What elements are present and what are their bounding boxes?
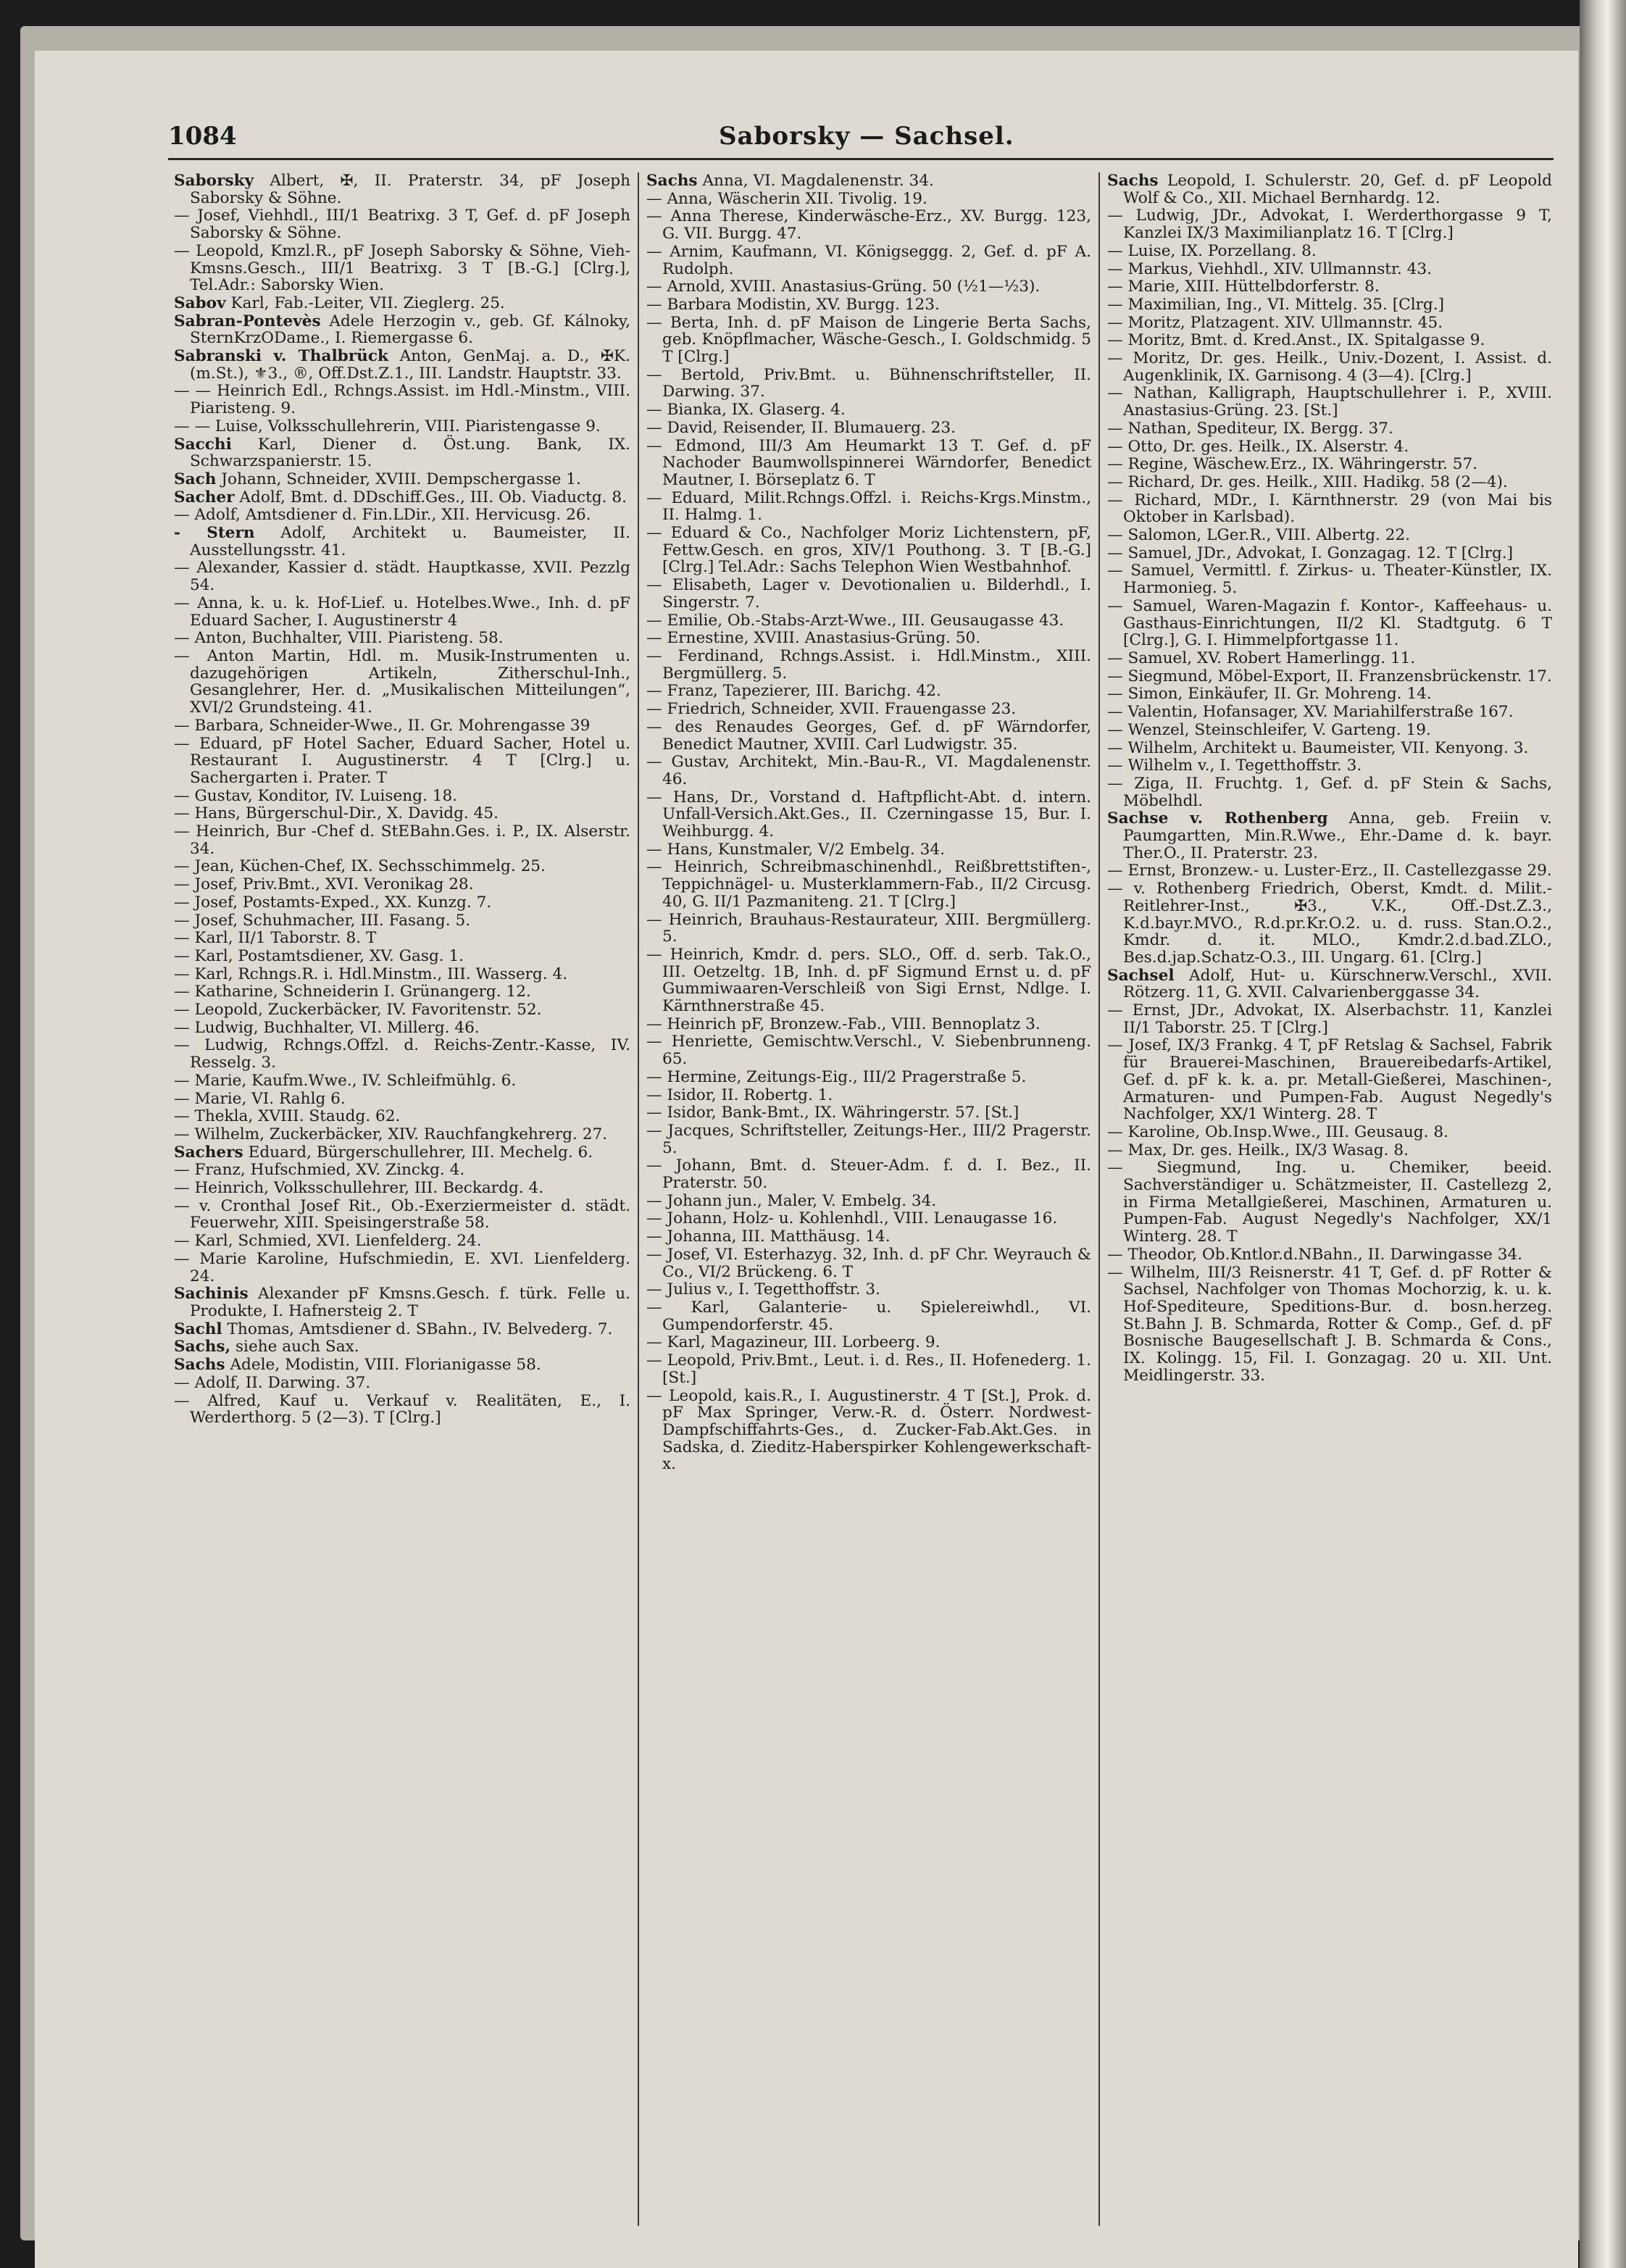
entry-text: — Valentin, Hofansager, XV. Mariahilferstraße 167.	[1107, 703, 1514, 722]
entry-text: — Anton Martin, Hdl. m. Musik-Instrumenten u. dazugehörigen Artikeln, Zitherschul-Inh., Gesanglehrer, Her. d. „Musikalischen Mitteilungen“, XVI/2 Grundsteing. 41.	[174, 646, 630, 717]
directory-entry	[174, 559, 630, 593]
directory-entry	[646, 648, 1091, 682]
directory-entry	[646, 577, 1091, 611]
directory-entry	[1107, 420, 1552, 438]
directory-entry	[174, 805, 630, 822]
directory-entry	[174, 1198, 630, 1232]
directory-entry	[646, 1352, 1091, 1386]
directory-entry	[1107, 474, 1552, 491]
entry-text: — Luise, IX. Porzellang. 8.	[1107, 241, 1317, 260]
entry-text: — Nathan, Spediteur, IX. Bergg. 37.	[1107, 419, 1393, 438]
entry-text: — Regine, Wäschew.Erz., IX. Währingerstr. 57.	[1107, 455, 1478, 474]
entry-text: — Marie, VI. Rahlg 6.	[174, 1089, 346, 1108]
directory-entry	[174, 894, 630, 912]
directory-entry	[1107, 562, 1552, 596]
entry-text: Anna, geb. Freiin v. Paumgartten, Min.R.Wwe., Ehr.-Dame d. k. bayr. Ther.O., II. Praterstr. 23.	[1123, 809, 1552, 862]
directory-entry	[174, 1356, 630, 1374]
directory-entry	[174, 1126, 630, 1143]
entry-text: — Alexander, Kassier d. städt. Hauptkasse, XVII. Pezzlg 54.	[174, 559, 630, 595]
entry-text: — Ernestine, XVIII. Anastasius-Grüng. 50.	[646, 629, 981, 648]
entry-text: — Josef, Priv.Bmt., XVI. Veronikag 28.	[174, 875, 474, 894]
entry-text: Adolf, Architekt u. Baumeister, II. Ausstellungsstr. 41.	[190, 524, 630, 559]
entry-text: — Nathan, Kalligraph, Hauptschullehrer i. P., XVIII. Anastasius-Grüng. 23. [St.]	[1107, 384, 1552, 420]
directory-entry	[174, 1037, 630, 1071]
directory-entry	[646, 841, 1091, 859]
entry-text: Adele, Modistin, VIII. Florianigasse 58.	[225, 1356, 541, 1375]
directory-entry	[174, 436, 630, 470]
entry-text: siehe auch Sax.	[230, 1338, 359, 1356]
directory-entry	[174, 823, 630, 857]
directory-entry	[646, 1228, 1091, 1246]
directory-entry	[174, 1001, 630, 1019]
directory-entry	[174, 876, 630, 893]
directory-entry	[174, 983, 630, 1001]
directory-entry	[646, 367, 1091, 401]
directory-entry	[1107, 350, 1552, 384]
directory-entry	[174, 243, 630, 294]
directory-entry	[1107, 172, 1552, 207]
entry-surname: - Stern	[174, 524, 255, 543]
directory-entry	[646, 296, 1091, 314]
directory-entry	[646, 401, 1091, 419]
entry-text: — Heinrich, Kmdr. d. pers. SLO., Off. d. serb. Tak.O., III. Oetzeltg. 1B, Inh. d. pF Sigmund Ernst u. d. pF Gummiwaaren-Verschleiß von Sigi Ernst, Ndlge. I. Kärnthnerstraße 45.	[646, 945, 1091, 1016]
entry-text: — Karl, Schmied, XVI. Lienfelderg. 24.	[174, 1232, 482, 1251]
entry-text: — Gustav, Architekt, Min.-Bau-R., VI. Magdalenenstr. 46.	[646, 753, 1091, 788]
entry-text: — Samuel, Waren-Magazin f. Kontor-, Kaffeehaus- u. Gasthaus-Einrichtungen, II/2 Kl. Stadtgutg. 6 T [Clrg.], G. I. Himmelpfortgasse 11.	[1107, 596, 1552, 650]
directory-entry	[646, 1087, 1091, 1104]
entry-surname: Sachs,	[174, 1338, 231, 1356]
column-3	[1107, 172, 1552, 2226]
entry-text: Albert, ✠, II. Praterstr. 34, pF Joseph Saborsky & Söhne.	[190, 172, 630, 207]
directory-entry	[1107, 314, 1552, 332]
directory-entry	[1107, 1246, 1552, 1264]
directory-entry	[1107, 967, 1552, 1001]
entry-surname: Sabran-Pontevès	[174, 312, 321, 330]
directory-entry	[646, 1193, 1091, 1210]
directory-entry	[1107, 650, 1552, 667]
directory-entry	[174, 1020, 630, 1037]
entry-text: — Adolf, II. Darwing. 37.	[174, 1373, 371, 1392]
running-header	[168, 122, 1574, 170]
entry-text: — Henriette, Gemischtw.Verschl., V. Siebenbrunneng. 65.	[646, 1033, 1091, 1069]
directory-entry	[646, 1388, 1091, 1474]
directory-entry	[646, 612, 1091, 630]
entry-text: — Leopold, kais.R., I. Augustinerstr. 4 T [St.], Prok. d. pF Max Springer, Verw.-R. d. Österr. Nordwest-Dampfschiffahrts-Ges., d. Zucker-Fab.Akt.Ges. in Sadska, d. Zieditz-Haberspirker Kohlengewerkschaft- x.	[646, 1386, 1091, 1474]
directory-entry	[174, 418, 630, 435]
entry-text: — Wilhelm v., I. Tegetthoffstr. 3.	[1107, 756, 1362, 775]
directory-entry	[1107, 261, 1552, 278]
page-number: 1084	[168, 122, 237, 151]
directory-entry	[174, 595, 630, 629]
directory-entry	[174, 648, 630, 717]
entry-text: Alexander pF Kmsns.Gesch. f. türk. Felle u. Produkte, I. Hafnersteig 2. T	[190, 1285, 630, 1320]
directory-entry	[646, 683, 1091, 700]
entry-text: Karl, Fab.-Leiter, VII. Zieglerg. 25.	[225, 293, 505, 312]
entry-text: — Josef, Postamts-Exped., XX. Kunzg. 7.	[174, 893, 492, 912]
entry-text: — Richard, MDr., I. Kärnthnerstr. 29 (von Mai bis Oktober in Karlsbad).	[1107, 491, 1552, 527]
entry-text: — Josef, VI. Esterhazyg. 32, Inh. d. pF Chr. Weyrauch & Co., VI/2 Brückeng. 6. T	[646, 1245, 1091, 1281]
entry-surname: Sachsel	[1107, 966, 1175, 985]
entry-text: — Karl, Magazineur, III. Lorbeerg. 9.	[646, 1333, 941, 1352]
directory-entry	[1107, 704, 1552, 721]
directory-entry	[174, 1321, 630, 1338]
directory-entry	[1107, 880, 1552, 967]
entry-text: — Samuel, JDr., Advokat, I. Gonzagag. 12. T [Clrg.]	[1107, 543, 1514, 562]
directory-entry	[174, 1108, 630, 1125]
directory-entry	[174, 506, 630, 524]
entry-text: — Eduard & Co., Nachfolger Moriz Lichtenstern, pF, Fettw.Gesch. en gros, XIV/1 Pouthong. 3. T [B.-G.] [Clrg.] Tel.Adr.: Sachs Telephon Wien Westbahnhof.	[646, 524, 1091, 577]
column-2	[646, 172, 1091, 2226]
directory-entry	[1107, 1037, 1552, 1123]
directory-entry	[174, 948, 630, 965]
entry-text: Thomas, Amtsdiener d. SBahn., IV. Belvederg. 7.	[222, 1319, 613, 1338]
entry-text: Eduard, Bürgerschullehrer, III. Mechelg. 6.	[243, 1143, 593, 1162]
directory-entry	[646, 1016, 1091, 1033]
entry-text: — Hans, Kunstmaler, V/2 Embelg. 34.	[646, 840, 945, 859]
directory-entry	[174, 1375, 630, 1392]
directory-entry	[1107, 740, 1552, 757]
entry-text: — Franz, Tapezierer, III. Barichg. 42.	[646, 682, 941, 701]
directory-entry	[646, 1299, 1091, 1333]
entry-text: — Bianka, IX. Glaserg. 4.	[646, 401, 846, 420]
entry-text: Adolf, Bmt. d. DDschiff.Ges., III. Ob. Viaductg. 8.	[234, 488, 627, 506]
entry-text: — Ludwig, Buchhalter, VI. Millerg. 46.	[174, 1018, 480, 1037]
directory-entry	[1107, 1264, 1552, 1385]
entry-text: — Johann, Holz- u. Kohlenhdl., VIII. Lenaugasse 16.	[646, 1209, 1058, 1228]
column-1	[174, 172, 630, 2226]
directory-entry	[646, 1157, 1091, 1191]
entry-text: — Julius v., I. Tegetthoffstr. 3.	[646, 1280, 880, 1299]
entry-surname: Sabranski v. Thalbrück	[174, 347, 388, 366]
directory-entry	[646, 420, 1091, 437]
entry-text: — Franz, Hufschmied, XV. Zinckg. 4.	[174, 1161, 465, 1180]
entry-text: — Karoline, Ob.Insp.Wwe., III. Geusaug. 8.	[1107, 1122, 1448, 1141]
entry-text: — Ludwig, JDr., Advokat, I. Werderthorgasse 9 T, Kanzlei IX/3 Maximilianplatz 16. T [Clrg.]	[1107, 207, 1552, 243]
entry-text: — Edmond, III/3 Am Heumarkt 13 T. Gef. d. pF Nachoder Baumwollspinnerei Wärndorfer, Benedict Mautner, I. Börseplatz 6. T	[646, 436, 1091, 489]
directory-entry	[646, 946, 1091, 1015]
entry-text: — Josef, Schuhmacher, III. Fasang. 5.	[174, 911, 471, 930]
directory-entry	[1107, 332, 1552, 349]
entry-text: — Johann jun., Maler, V. Embelg. 34.	[646, 1191, 937, 1210]
entry-text: — Heinrich, Volksschullehrer, III. Beckardg. 4.	[174, 1179, 544, 1198]
entry-text: — Arnold, XVIII. Anastasius-Grüng. 50 (½1—½3).	[646, 278, 1041, 296]
entry-text: — Hermine, Zeitungs-Eig., III/2 Pragerstraße 5.	[646, 1067, 1027, 1086]
entry-text: — Ferdinand, Rchngs.Assist. i. Hdl.Minstm., XIII. Bergmüllerg. 5.	[646, 646, 1091, 683]
directory-entry	[174, 1180, 630, 1197]
entry-text: Adele Herzogin v., geb. Gf. Kálnoky, SternKrzODame., I. Riemergasse 6.	[190, 312, 630, 348]
entry-text: — Max, Dr. ges. Heilk., IX/3 Wasag. 8.	[1107, 1141, 1409, 1159]
directory-entry	[1107, 685, 1552, 703]
directory-entry	[174, 735, 630, 787]
directory-entry	[646, 1104, 1091, 1122]
entry-text: — Anna, k. u. k. Hof-Lief. u. Hotelbes.Wwe., Inh. d. pF Eduard Sacher, I. Augustinerstr 4	[174, 593, 630, 630]
directory-entry	[174, 313, 630, 347]
directory-entry	[174, 383, 630, 417]
entry-text: — Heinrich, Bur -Chef d. StEBahn.Ges. i. P., IX. Alserstr. 34.	[174, 822, 630, 858]
entry-surname: Sachs	[1107, 172, 1159, 190]
entry-text: — Katharine, Schneiderin I. Grünangerg. 12.	[174, 983, 531, 1001]
entry-text: — des Renaudes Georges, Gef. d. pF Wärndorfer, Benedict Mautner, XVIII. Carl Ludwigstr. 35.	[646, 717, 1091, 754]
entry-text: — Gustav, Konditor, IV. Luiseng. 18.	[174, 786, 458, 805]
entry-text: — Elisabeth, Lager v. Devotionalien u. Bilderhdl., I. Singerstr. 7.	[646, 576, 1091, 612]
directory-entry	[1107, 243, 1552, 260]
directory-entry	[174, 1338, 630, 1356]
entry-text: — Theodor, Ob.Kntlor.d.NBahn., II. Darwingasse 34.	[1107, 1245, 1523, 1264]
entry-text: — Markus, Viehhdl., XIV. Ullmannstr. 43.	[1107, 259, 1433, 278]
directory-entry	[174, 1393, 630, 1427]
entry-text: — Jean, Küchen-Chef, IX. Sechsschimmelg. 25.	[174, 857, 546, 876]
directory-entry	[1107, 527, 1552, 544]
entry-text: — Otto, Dr. ges. Heilk., IX. Alserstr. 4.	[1107, 437, 1409, 456]
directory-entry	[646, 719, 1091, 753]
entry-text: — Siegmund, Ing. u. Chemiker, beeid. Sachverständiger u. Schätzmeister, II. Castellezg 2, in Firma Metallgießerei, Maschinen, Armaturen u. Pumpen-Fab. August Negedly's Nachfolger, XX/1 Winterg. 28. T	[1107, 1159, 1552, 1246]
directory-entry	[174, 930, 630, 947]
directory-entry	[646, 1069, 1091, 1086]
entry-surname: Saborsky	[174, 172, 254, 190]
entry-text: — Wilhelm, III/3 Reisnerstr. 41 T, Gef. d. pF Rotter & Sachsel, Nachfolger von Thomas Mochorzig, k. u. k. Hof-Spediteure, Speditions-Bur. d. bosn.herzeg. St.Bahn J. B. Schmarda, Rotter & Comp., Gef. d. pF Bosnische Baugesellschaft J. B. Schmarda & Cons., IX. Kolingg. 15, Fil. I. Gonzagag. 20 u. XII. Unt. Meidlingerstr. 33.	[1107, 1263, 1552, 1385]
entry-text: — Arnim, Kaufmann, VI. Königseggg. 2, Gef. d. pF A. Rudolph.	[646, 242, 1091, 278]
entry-text: — Siegmund, Möbel-Export, II. Franzensbrückenstr. 17.	[1107, 667, 1552, 685]
directory-entry	[1107, 598, 1552, 649]
directory-entry	[646, 859, 1091, 910]
page-title: Saborsky — Sachsel.	[719, 122, 1014, 151]
directory-entry	[646, 1033, 1091, 1067]
directory-entry	[646, 490, 1091, 524]
directory-entry	[646, 1281, 1091, 1298]
entry-text: — Johann, Bmt. d. Steuer-Adm. f. d. I. Bez., II. Praterstr. 50.	[646, 1156, 1091, 1193]
directory-entry	[646, 789, 1091, 841]
entry-text: — Heinrich, Schreibmaschinenhdl., Reißbrettstiften-, Teppichnägel- u. Musterklammern-Fab., II/2 Circusg. 40, G. II/1 Pazmaniteng. 21. T [Clrg.]	[646, 858, 1091, 911]
entry-text: — Isidor, II. Robertg. 1.	[646, 1085, 833, 1104]
directory-entry	[646, 191, 1091, 208]
entry-text: — Leopold, Zuckerbäcker, IV. Favoritenstr. 52.	[174, 1001, 542, 1020]
entry-text: — Anna, Wäscherin XII. Tivolig. 19.	[646, 189, 927, 208]
column-divider-2	[1098, 172, 1100, 2226]
directory-entry	[174, 1144, 630, 1162]
entry-text: — Marie, XIII. Hüttelbdorferstr. 8.	[1107, 278, 1380, 296]
directory-entry	[646, 630, 1091, 647]
directory-entry	[1107, 492, 1552, 526]
entry-text: Anna, VI. Magdalenenstr. 34.	[697, 172, 934, 190]
entry-text: — David, Reisender, II. Blumauerg. 23.	[646, 418, 956, 437]
entry-text: — Emilie, Ob.-Stabs-Arzt-Wwe., III. Geusaugasse 43.	[646, 611, 1064, 630]
entry-text: — Samuel, Vermittl. f. Zirkus- u. Theater-Künstler, IX. Harmonieg. 5.	[1107, 562, 1552, 598]
entry-text: — Richard, Dr. ges. Heilk., XIII. Hadikg. 58 (2—4).	[1107, 472, 1508, 491]
entry-text: — Marie, Kaufm.Wwe., IV. Schleifmühlg. 6.	[174, 1071, 517, 1090]
entry-text: — Salomon, LGer.R., VIII. Albertg. 22.	[1107, 526, 1411, 545]
entry-text: — Josef, Viehhdl., III/1 Beatrixg. 3 T, Gef. d. pF Joseph Saborsky & Söhne.	[174, 207, 630, 243]
entry-text: — Moritz, Dr. ges. Heilk., Univ.-Dozent, I. Assist. d. Augenklinik, IX. Garnisong. 4 (3—4). [Clrg.]	[1107, 349, 1552, 385]
directory-entry	[174, 966, 630, 983]
entry-text: — v. Rothenberg Friedrich, Oberst, Kmdt. d. Milit.-Reitlehrer-Inst., ✠3., V.K., Off.-Dst.Z.3., K.d.bayr.MVO., R.d.pr.Kr.O.2. u. d. russ. Stan.O.2., Kmdr. d. it. MLO., Kmdr.2.d.bad.ZLO., Bes.d.jap.Schatz-O.3., III. Ungarg. 61. [Clrg.]	[1107, 880, 1552, 967]
directory-entry	[646, 243, 1091, 278]
directory-entry	[646, 525, 1091, 576]
entry-text: — Wenzel, Steinschleifer, V. Garteng. 19.	[1107, 720, 1431, 739]
entry-surname: Sachinis	[174, 1285, 249, 1304]
directory-entry	[174, 295, 630, 312]
entry-text: — Jacques, Schriftsteller, Zeitungs-Her., III/2 Pragerstr. 5.	[646, 1121, 1091, 1157]
directory-entry	[1107, 1142, 1552, 1159]
directory-entry	[174, 858, 630, 875]
entry-text: — Ernst, JDr., Advokat, IX. Alserbachstr. 11, Kanzlei II/1 Taborstr. 25. T [Clrg.]	[1107, 1001, 1552, 1037]
entry-surname: Sach	[174, 470, 217, 488]
directory-entry	[1107, 438, 1552, 456]
entry-text: — Berta, Inh. d. pF Maison de Lingerie Berta Sachs, geb. Knöpflmacher, Wäsche-Gesch., I. Goldschmidg. 5 T [Clrg.]	[646, 313, 1091, 367]
entry-text: — Wilhelm, Zuckerbäcker, XIV. Rauchfangkehrerg. 27.	[174, 1125, 608, 1143]
entry-text: Adolf, Hut- u. Kürschnerw.Verschl., XVII. Rötzerg. 11, G. XVII. Calvarienberggasse 34.	[1123, 966, 1552, 1002]
entry-surname: Sachers	[174, 1143, 243, 1162]
directory-entry	[1107, 757, 1552, 775]
directory-entry	[174, 1285, 630, 1319]
entry-text: — Leopold, Kmzl.R., pF Joseph Saborsky & Söhne, Vieh-Kmsns.Gesch., III/1 Beatrixg. 3 T [B.-G.] [Clrg.], Tel.Adr.: Saborsky Wien.	[174, 241, 630, 295]
entry-text: — Barbara, Schneider-Wwe., II. Gr. Mohrengasse 39	[174, 716, 591, 735]
directory-entry	[174, 525, 630, 559]
entry-text: — — Heinrich Edl., Rchngs.Assist. im Hdl.-Minstm., VIII. Piaristeng. 9.	[174, 382, 630, 418]
directory-entry	[646, 1246, 1091, 1280]
directory-entry	[646, 754, 1091, 788]
directory-entry	[1107, 668, 1552, 685]
entry-text: Johann, Schneider, XVIII. Dempschergasse 1.	[216, 470, 581, 488]
directory-entry	[174, 1251, 630, 1285]
directory-entry	[646, 701, 1091, 718]
entry-text: — Moritz, Bmt. d. Kred.Anst., IX. Spitalgasse 9.	[1107, 331, 1485, 350]
directory-entry	[174, 630, 630, 647]
entry-text: — Adolf, Amtsdiener d. Fin.LDir., XII. Hervicusg. 26.	[174, 506, 591, 525]
entry-surname: Sachse v. Rothenberg	[1107, 809, 1328, 828]
entry-text: — v. Cronthal Josef Rit., Ob.-Exerziermeister d. städt. Feuerwehr, XIII. Speisingerstraße 58.	[174, 1196, 630, 1233]
entry-text: — Ludwig, Rchngs.Offzl. d. Reichs-Zentr.-Kasse, IV. Resselg. 3.	[174, 1036, 630, 1072]
directory-entry	[174, 1072, 630, 1090]
directory-entry	[1107, 1124, 1552, 1141]
directory-entry	[174, 1233, 630, 1250]
directory-entry	[1107, 775, 1552, 809]
directory-entry	[1107, 385, 1552, 419]
entry-text: — Bertold, Priv.Bmt. u. Bühnenschriftsteller, II. Darwing. 37.	[646, 365, 1091, 401]
directory-entry	[646, 1122, 1091, 1156]
entry-text: — Isidor, Bank-Bmt., IX. Währingerstr. 57. [St.]	[646, 1104, 1020, 1122]
directory-entry	[174, 912, 630, 930]
entry-text: Leopold, I. Schulerstr. 20, Gef. d. pF Leopold Wolf & Co., XII. Michael Bernhardg. 12.	[1123, 172, 1552, 207]
entry-surname: Sachl	[174, 1319, 222, 1338]
entry-text: — Anna Therese, Kinderwäsche-Erz., XV. Burgg. 123, G. VII. Burgg. 47.	[646, 207, 1091, 243]
directory-entry	[1107, 456, 1552, 473]
entry-text: Karl, Diener d. Öst.ung. Bank, IX. Schwarzspanierstr. 15.	[190, 435, 630, 471]
directory-entry	[1107, 207, 1552, 241]
entry-text: — Friedrich, Schneider, XVII. Frauengasse 23.	[646, 700, 1017, 719]
entry-text: — Hans, Bürgerschul-Dir., X. Davidg. 45.	[174, 804, 499, 823]
entry-text: Anton, GenMaj. a. D., ✠K.(m.St.), ⚜3., ®, Off.Dst.Z.1., III. Landstr. Hauptstr. 33.	[190, 347, 630, 383]
directory-entry	[646, 912, 1091, 946]
directory-entry	[1107, 296, 1552, 314]
directory-entry	[174, 788, 630, 805]
entry-text: — Josef, IX/3 Frankg. 4 T, pF Retslag & Sachsel, Fabrik für Brauerei-Maschinen, Brauereibedarfs-Artikel, Gef. d. pF k. k. a. pr. Metall-Gießerei, Maschinen-, Armaturen- und Pumpen-Fab. August Negedly's Nachfolger, XX/1 Winterg. 28. T	[1107, 1036, 1552, 1124]
entry-text: — Barbara Modistin, XV. Burgg. 123.	[646, 295, 940, 314]
book-spine	[1580, 0, 1626, 2268]
entry-text: — Samuel, XV. Robert Hamerlingg. 11.	[1107, 649, 1416, 667]
entry-text: — Marie Karoline, Hufschmiedin, E. XVI. Lienfelderg. 24.	[174, 1249, 630, 1285]
directory-entry	[174, 1162, 630, 1179]
entry-text: — — Luise, Volksschullehrerin, VIII. Piaristengasse 9.	[174, 417, 601, 435]
entry-text: — Leopold, Priv.Bmt., Leut. i. d. Res., II. Hofenederg. 1. [St.]	[646, 1351, 1091, 1387]
entry-text: — Anton, Buchhalter, VIII. Piaristeng. 58.	[174, 629, 504, 648]
directory-entry	[174, 348, 630, 382]
entry-surname: Sachs	[174, 1356, 225, 1375]
entry-text: — Karl, II/1 Taborstr. 8. T	[174, 929, 377, 948]
directory-entry	[174, 471, 630, 488]
directory-entry	[174, 172, 630, 207]
directory-entry	[646, 1210, 1091, 1227]
entry-surname: Sachs	[646, 172, 698, 190]
directory-entry	[174, 717, 630, 735]
directory-entry	[1107, 722, 1552, 739]
directory-entry	[1107, 1159, 1552, 1246]
entry-text: — Karl, Rchngs.R. i. Hdl.Minstm., III. Wasserg. 4.	[174, 964, 568, 983]
directory-entry	[174, 207, 630, 241]
entry-text: — Alfred, Kauf u. Verkauf v. Realitäten, E., I. Werderthorg. 5 (2—3). T [Clrg.]	[174, 1391, 630, 1427]
entry-text: — Heinrich pF, Bronzew.-Fab., VIII. Bennoplatz 3.	[646, 1014, 1041, 1033]
directory-entry	[1107, 545, 1552, 562]
directory-entry	[1107, 862, 1552, 880]
entry-text: — Karl, Galanterie- u. Spielereiwhdl., VI. Gumpendorferstr. 45.	[646, 1298, 1091, 1334]
entry-text: — Heinrich, Brauhaus-Restaurateur, XIII. Bergmüllerg. 5.	[646, 910, 1091, 946]
entry-surname: Sacher	[174, 488, 235, 506]
entry-text: — Eduard, pF Hotel Sacher, Eduard Sacher, Hotel u. Restaurant I. Augustinerstr. 4 T [Clrg.] u. Sachergarten i. Prater. T	[174, 734, 630, 787]
directory-entry	[1107, 278, 1552, 296]
entry-text: — Thekla, XVIII. Staudg. 62.	[174, 1107, 401, 1126]
directory-entry	[646, 172, 1091, 190]
entry-text: — Simon, Einkäufer, II. Gr. Mohreng. 14.	[1107, 685, 1432, 704]
entry-surname: Sacchi	[174, 435, 232, 454]
entry-text: — Moritz, Platzagent. XIV. Ullmannstr. 45.	[1107, 313, 1443, 332]
directory-entry	[646, 208, 1091, 242]
entry-text: — Eduard, Milit.Rchngs.Offzl. i. Reichs-Krgs.Minstm., II. Halmg. 1.	[646, 488, 1091, 525]
entry-text: — Maximilian, Ing., VI. Mittelg. 35. [Clrg.]	[1107, 295, 1445, 314]
entry-text: — Johanna, III. Matthäusg. 14.	[646, 1227, 891, 1246]
entry-surname: Sabov	[174, 293, 226, 312]
directory-entry	[174, 489, 630, 506]
directory-entry	[646, 314, 1091, 366]
directory-entry	[646, 1334, 1091, 1351]
entry-text: — Karl, Postamtsdiener, XV. Gasg. 1.	[174, 946, 464, 965]
header-rule	[168, 158, 1554, 160]
directory-entry	[1107, 1002, 1552, 1036]
directory-entry	[646, 278, 1091, 296]
directory-entry	[174, 1091, 630, 1108]
column-divider-1	[638, 172, 639, 2226]
entry-text: — Wilhelm, Architekt u. Baumeister, VII. Kenyong. 3.	[1107, 738, 1529, 757]
entry-text: — Hans, Dr., Vorstand d. Haftpflicht-Abt. d. intern. Unfall-Versich.Akt.Ges., II. Czerningasse 15, Bur. I. Weihburgg. 4.	[646, 788, 1091, 841]
entry-text: — Ziga, II. Fruchtg. 1, Gef. d. pF Stein & Sachs, Möbelhdl.	[1107, 774, 1552, 810]
directory-entry	[1107, 810, 1552, 862]
directory-entry	[646, 438, 1091, 489]
entry-text: — Ernst, Bronzew.- u. Luster-Erz., II. Castellezgasse 29.	[1107, 862, 1552, 880]
